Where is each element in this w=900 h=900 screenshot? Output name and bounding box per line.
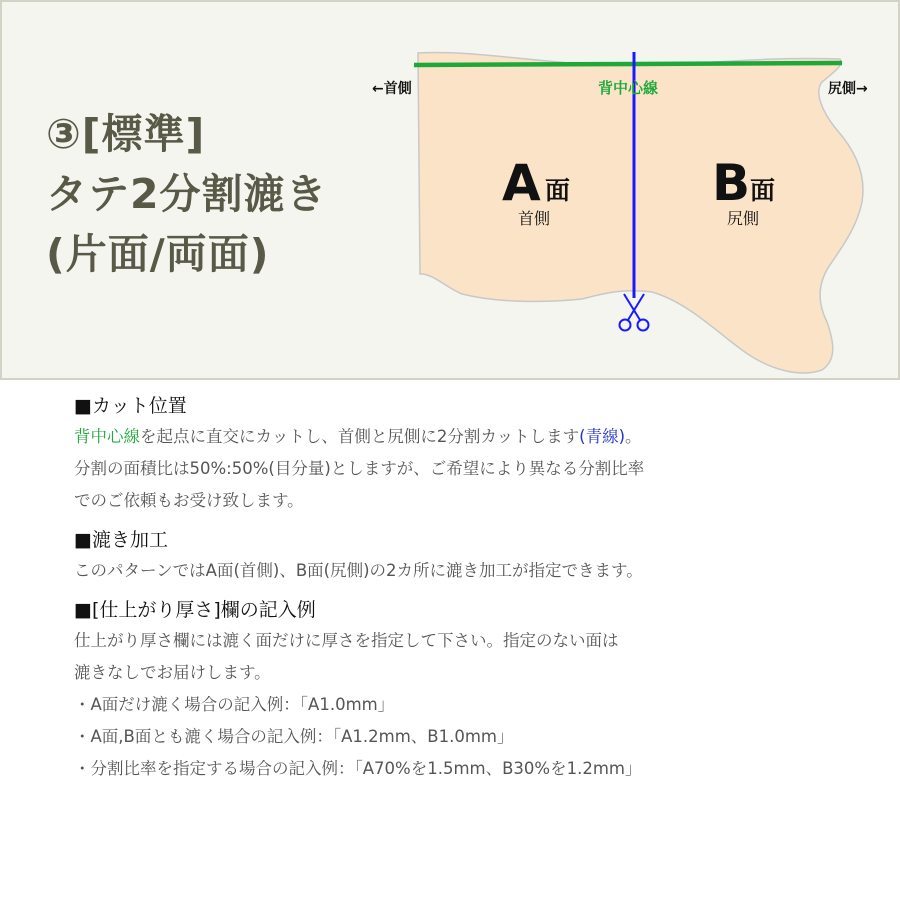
scissors-icon <box>620 294 649 331</box>
thickness-line-2: 漉きなしでお届けします。 <box>74 663 271 682</box>
spine-center-line <box>414 63 842 65</box>
diagram-panel <box>0 0 900 380</box>
cut-position-line-3: でのご依頼もお受け致します。 <box>74 491 304 510</box>
thickness-example-3: ・分割比率を指定する場合の記入例：「A70%を1.5mm、B30%を1.2mm」 <box>74 759 642 778</box>
face-b-suffix: 面 <box>750 176 776 205</box>
cut-position-line-1 <box>74 421 854 453</box>
skiving-line-1: このパターンではA面(首側)、B面(尻側)の2カ所に漉き加工が指定できます。 <box>74 561 643 580</box>
face-a-suffix: 面 <box>545 176 571 205</box>
leather-hide-shape <box>418 53 863 373</box>
skiving-section <box>74 525 854 587</box>
thickness-section <box>74 595 854 785</box>
neck-side-label: ←首側 <box>372 81 412 97</box>
cut-position-section <box>74 391 854 517</box>
description-content <box>74 391 854 793</box>
cut-text: を起点に直交にカットし、首側と尻側に2分割カットします <box>140 427 580 446</box>
cut-position-line-2: 分割の面積比は50%:50%(目分量)としますが、ご希望により異なる分割比率 <box>74 459 645 478</box>
face-b-sublabel: 尻側 <box>727 209 760 228</box>
cut-text-end: 。 <box>625 427 642 446</box>
cut-position-heading: ■カット位置 <box>74 395 187 417</box>
spine-line-highlight: 背中心線 <box>74 427 140 446</box>
title-line-1: ③[標準] <box>46 110 206 158</box>
thickness-example-2: ・A面,B面とも漉く場合の記入例：「A1.2mm、B1.0mm」 <box>74 727 514 746</box>
blue-line-highlight: (青線) <box>579 427 626 446</box>
thickness-line-1: 仕上がり厚さ欄には漉く面だけに厚さを指定して下さい。指定のない面は <box>74 631 619 650</box>
title-line-2: タテ2分割漉き <box>46 170 328 218</box>
face-a-letter: A <box>502 154 541 212</box>
spine-line-label: 背中心線 <box>598 79 659 97</box>
thickness-heading: ■[仕上がり厚さ]欄の記入例 <box>74 599 316 621</box>
thickness-example-1: ・A面だけ漉く場合の記入例：「A1.0mm」 <box>74 695 395 714</box>
skiving-heading: ■漉き加工 <box>74 529 168 551</box>
butt-side-label: 尻側→ <box>828 81 868 97</box>
hide-diagram <box>2 2 898 378</box>
title-line-3: (片面/両面) <box>46 230 270 278</box>
face-a-sublabel: 首側 <box>518 209 551 228</box>
face-b-letter: B <box>712 154 751 212</box>
